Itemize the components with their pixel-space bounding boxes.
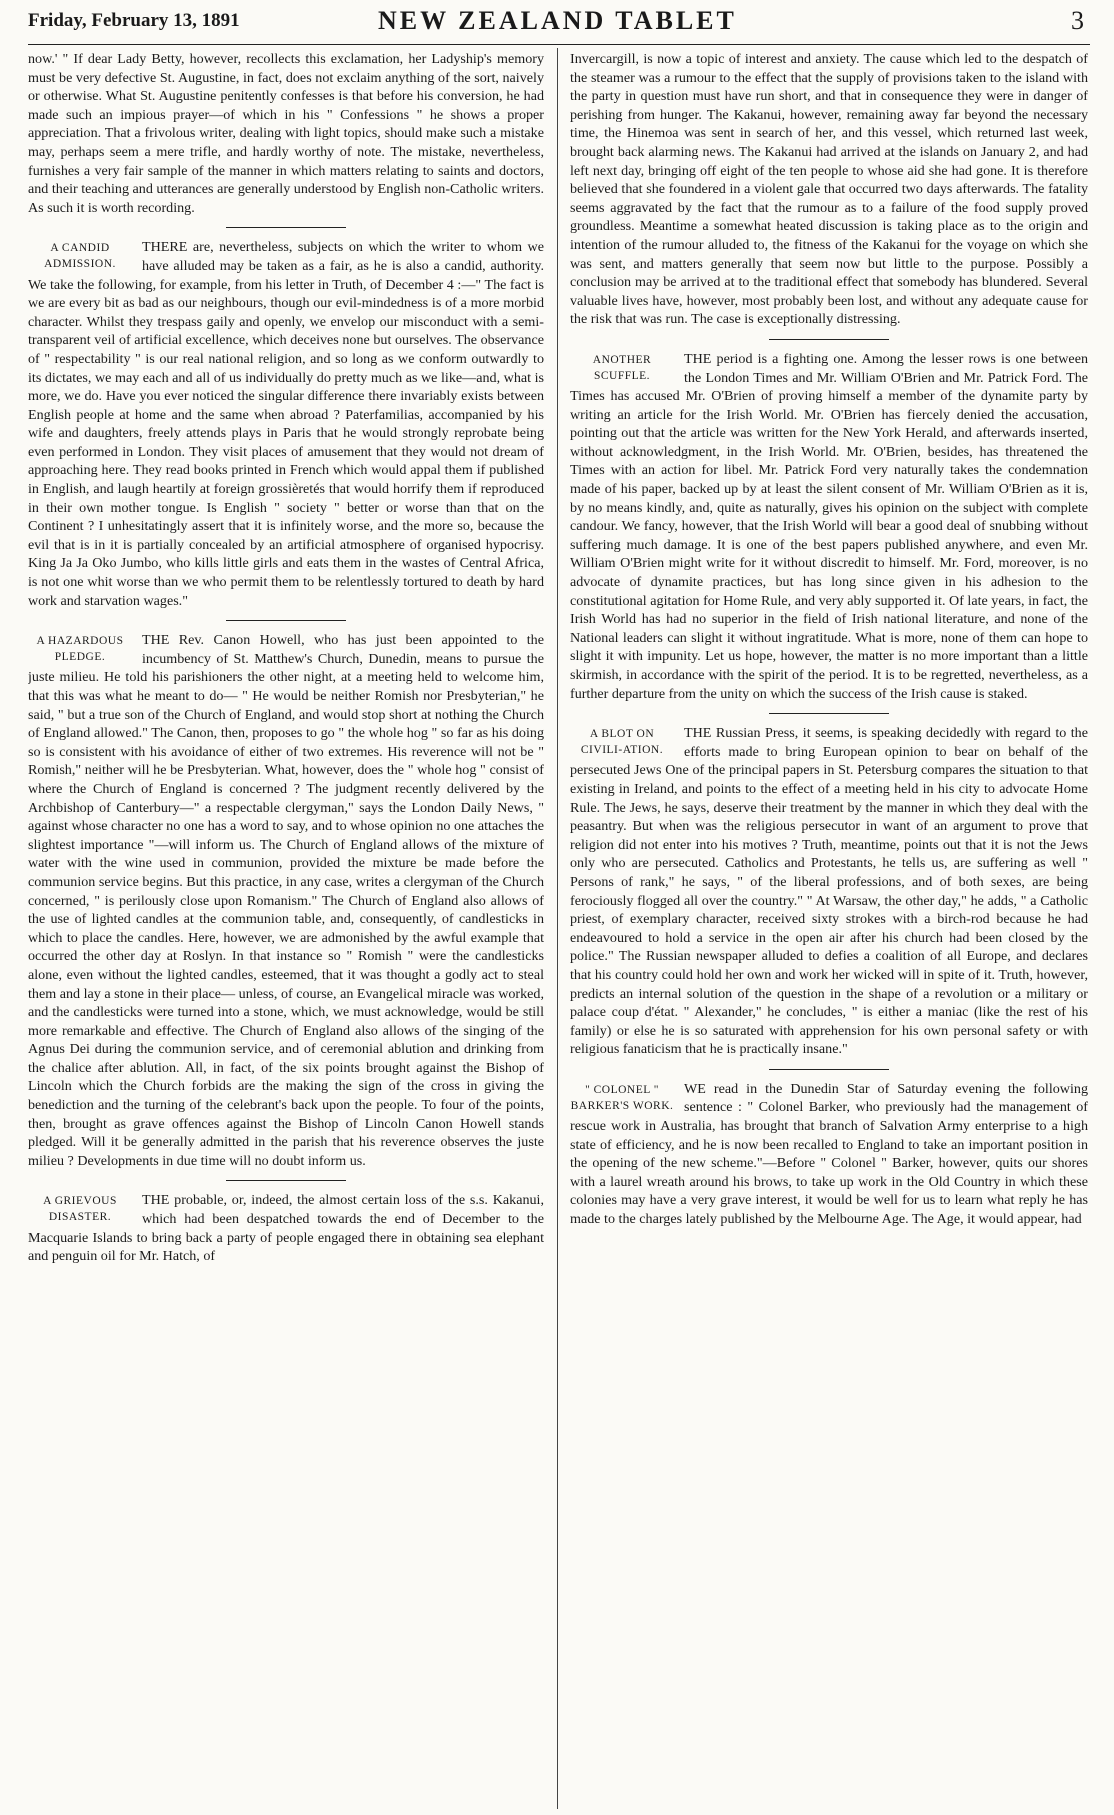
article-body: THE probable, or, indeed, the almost certain loss of the s.s. Kakanui, which had been despatched towards the end of December to the Macquarie Islands to bring back a party of people engaged there in obtaining sea elephant and penguin oil for Mr. Hatch, of [28, 1192, 544, 1265]
continued-article-text: now.' " If dear Lady Betty, however, recollects this exclamation, her Ladyship's memory must be very defective St. Augustine, in fact, does not exclaim anything of the sort, naively or otherwise. What St. Augustine penitently confesses is that before his conversion, he had made such an impious prayer—of which in his " Confessions " he shows a proper appreciation. That a frivolous writer, dealing with light topics, should make such a mistake may, perhaps seem a mere trifle, and hardly worthy of note. The mistake, nevertheless, furnishes a very fair sample of the manner in which matters relating to saints and doctors, and their teaching and utterances are generally understood by English non-Catholic writers. As such it is worth recording. [28, 51, 544, 216]
article-heading: ANOTHER SCUFFLE. [592, 353, 652, 382]
article-heading: A HAZARDOUS PLEDGE. [36, 635, 124, 664]
article-blot-on-civilisation [570, 724, 1088, 1059]
article-heading: A BLOT ON CIVILI-ATION. [580, 728, 664, 757]
newspaper-title: NEW ZEALAND TABLET [378, 6, 737, 35]
masthead-rule [28, 44, 1090, 45]
article-hazardous-pledge [28, 631, 544, 1170]
article-separator [769, 713, 889, 714]
article-heading: A GRIEVOUS DISASTER. [43, 1195, 117, 1224]
masthead [28, 6, 1090, 44]
article-another-scuffle [570, 350, 1088, 703]
article-grievous-disaster [28, 1191, 544, 1265]
article-colonel-barkers-work [570, 1080, 1088, 1229]
article-body: THE Russian Press, it seems, is speaking decidedly with regard to the efforts made to bring European opinion to bear on behalf of the persecuted Jews One of the principal papers in St. Petersburg compares the situation to that existing in Ireland, and points to the effect of a meeting held in his city to advocate Home Rule. The Jews, he says, deserve their treatment by the manner in which they deal with the peasantry. But when was the religious persecutor in want of an argument to prove that religion did not enter into his motives ? Truth, meantime, points out that it is not the Jews only who are persecuted. Catholics and Protestants, he tells us, are suffering as well " Persons of rank," he says, " of the liberal professions, and of both sexes, are being ferociously flogged all over the country." " At Warsaw, the other day," he adds, " a Catholic priest, of exemplary character, received sixty strokes with a birch-rod because he had endeavoured to hold a service in the open air after his church had been closed by the police." The Russian newspaper alluded to defies a coalition of all Europe, and declares that his country could hold her own and work her wicked will in spite of it. Truth, however, predicts an internal solution of the question in the shape of a revolution or a military or palace coup d'état. " Alexander," he concludes, " is either a maniac (like the rest of his family) or else he is so saturated with apprehension for his own personal safety or with religious fanaticism that he is practically insane." [570, 725, 1088, 1058]
article-body: WE read in the Dunedin Star of Saturday evening the following sentence : " Colonel Barker, who previously had the management of rescue work in Australia, has brought that branch of Salvation Army enterprise to a high state of efficiency, and he is now been recalled to England to take an important position in the opening of the new scheme."—Before " Colonel " Barker, however, quits our shores with a laurel wreath around his brows, to take up work in the Old Country in which these colonies may have a very grave interest, it would be well for us to learn what reply he has made to the charges lately published by the Melbourne Age. The Age, it would appear, had [570, 1080, 1088, 1228]
page-number: 3 [1071, 6, 1084, 35]
article-separator [769, 339, 889, 340]
article-heading: A CANDID ADMISSION. [44, 242, 116, 271]
article-body: THE Rev. Canon Howell, who has just been appointed to the incumbency of St. Matthew's Church, Dunedin, means to pursue the juste milieu. He told his parishioners the other night, at a meeting held to welcome him, that this was what he meant to do— " He would be neither Romish nor Presbyterian," he said, " but a true son of the Church of England, and would stop short at nothing the Church of England allowed." The Canon, then, proposes to go " the whole hog " so far as his doing so is consistent with his avoidance of either of two extremes. His reverence will not be " Romish," neither will he be Presbyterian. What, however, does the " whole hog " consist of where the Church of England is concerned ? The judgment recently delivered by the Archbishop of Canterbury—" a respectable clergyman," says the London Daily News, " against whose character no one has a word to say, and to whose opinion no one attaches the slightest importance "—will inform us. The Church of England allows of the mixture of water with the wine used in communion, provided the mixture be made before the communion service begins. But this practice, in any case, writes a clergyman of the Church concerned, " is perilously close upon Romanism." The Church of England also allows of the use of lighted candles at the communion table, and, consequently, of candlesticks in which to place the candles. Here, however, we are admonished by the awful example that occurred the other day at Roslyn. In that instance so " Romish " were the candlesticks alone, even without the lighted candles, esteemed, that it was thought a godly act to steal them and lay a stone in their place— unless, of course, an Evangelical miracle was worked, and the candlesticks were turned into a stone, which, we must acknowledge, would be still more remarkable and effective. The Church of England also allows of the singing of the Agnus Dei during the communion service, and of ceremonial ablution and drinking from the chalice after ablution. All, in fact, of the six points brought against the Bishop of Lincoln which the Church forbids are the making the sign of the cross in giving the benediction and the turning of the celebrant's back upon the people. To four of the points, then, brought as grave offences against the Bishop of Lincoln Canon Howell stands pledged. Will it be generally admitted in the parish that his reverence observes the juste milieu ? Developments in due time will no doubt inform us. [28, 632, 544, 1169]
continued-article-text: Invercargill, is now a topic of interest and anxiety. The cause which led to the despatch of the steamer was a rumour to the effect that the supply of provisions taken to the island with the party in question must have run short, and that in consequence they were in danger of perishing from hunger. The Kakanui, however, remaining away far beyond the necessary time, the Hinemoa was sent in search of her, and this vessel, which returned last week, brought back alarming news. The Kakanui had arrived at the islands on January 2, and had left next day, bringing off eight of the ten people to whose aid she had gone. It is therefore believed that she foundered in a violent gale that occurred two days afterwards. The fatality seems aggravated by the fact that the rumour as to a failure of the food supply proved groundless. Meantime a somewhat heated discussion is taking place as to the origin and intention of the rumour alluded to, the fitness of the Kakanui for the voyage on which she was sent, and matters generally that seem now but little to the purpose. Possibly a conclusion may be arrived at to the traditional effect that somebody has blundered. Several valuable lives have, however, most probably been lost, and without any adequate cause for the risk that was run. The case is exceptionally distressing. [570, 51, 1088, 328]
issue-date: Friday, February 13, 1891 [28, 10, 240, 31]
article-separator [226, 620, 346, 621]
article-body: THERE are, nevertheless, subjects on which the writer to whom we have alluded may be taken as a fair, as he is also a candid, authority. We take the following, for example, from his letter in Truth, of December 4 :—" The fact is we are every bit as bad as our neighbours, though our evil-mindedness is of a more morbid character. Whilst they trespass gaily and openly, we envelop our misconduct with a semi-transparent veil of artificial excellence, which deceives none but ourselves. The observance of " respectability " is our real national religion, and so long as we conform outwardly to its dictates, we may each and all of us individually do pretty much as we like—and, what is more, we do. Have you ever noticed the singular difference there invariably exists between English people at home and the same when abroad ? Paterfamilias, accompanied by his wife and daughters, freely attends plays in Paris that he would strongly reprobate being even performed in London. They visit places of amusement that they would not dream of approaching here. They read books printed in French which would appal them if published in English, and laugh heartily at foreign grossièretés that would horrify them if reproduced in their own mother tongue. Is English " society " better or worse than that on the Continent ? I unhesitatingly assert that it is infinitely worse, and the more so, because the evil that is in it is partially concealed by an artificial atmosphere of organised hypocrisy. King Ja Ja Oko Jumbo, who kills little girls and eats them in the wastes of Central Africa, is not one whit worse than we who permit them to be relentlessly tortured to death by hard work and starvation wages." [28, 239, 544, 609]
right-column [570, 50, 1088, 1809]
article-separator [769, 1069, 889, 1070]
column-divider [557, 48, 558, 1809]
article-separator [226, 1180, 346, 1181]
article-candid-admission [28, 238, 544, 610]
article-heading: " COLONEL " BARKER'S WORK. [570, 1083, 674, 1112]
article-body: THE period is a fighting one. Among the lesser rows is one between the London Times and Mr. William O'Brien and Mr. Patrick Ford. The Times has accused Mr. O'Brien of proving himself a member of the dynamite party by writing an article for the Irish World. Mr. O'Brien has fiercely denied the accusation, pointing out that the article was written for the New York Herald, and afterwards inserted, without acknowledgment, in the Irish World. Mr. O'Brien, besides, has threatened the Times with an action for libel. Mr. Patrick Ford very naturally takes the condemnation made of his paper, backed up by at least the silent consent of Mr. William O'Brien as it is, by no means kindly, and, quite as naturally, gives his opinion on the subject with complete candour. We fancy, however, that the Irish World will bear a good deal of snubbing without suffering much damage. It is one of the best papers published anywhere, and even Mr. William O'Brien might write for it without discredit to himself. Mr. Ford, moreover, is no advocate of dynamite practices, but has long since given in his adhesion to the constitutional agitation for Home Rule, and very ably supported it. Of late years, in fact, the Irish World has had no superior in the field of Irish national literature, and none of the National leaders can slight it without ingratitude. What is more, none of them can hope to slight it with impunity. Let us hope, however, the matter is no more important than a little skirmish, in accordance with the spirit of the period. It is to be regretted, nevertheless, as a further departure from the unity on which the success of the Irish cause is staked. [570, 350, 1088, 702]
left-column [28, 50, 544, 1809]
article-separator [226, 227, 346, 228]
